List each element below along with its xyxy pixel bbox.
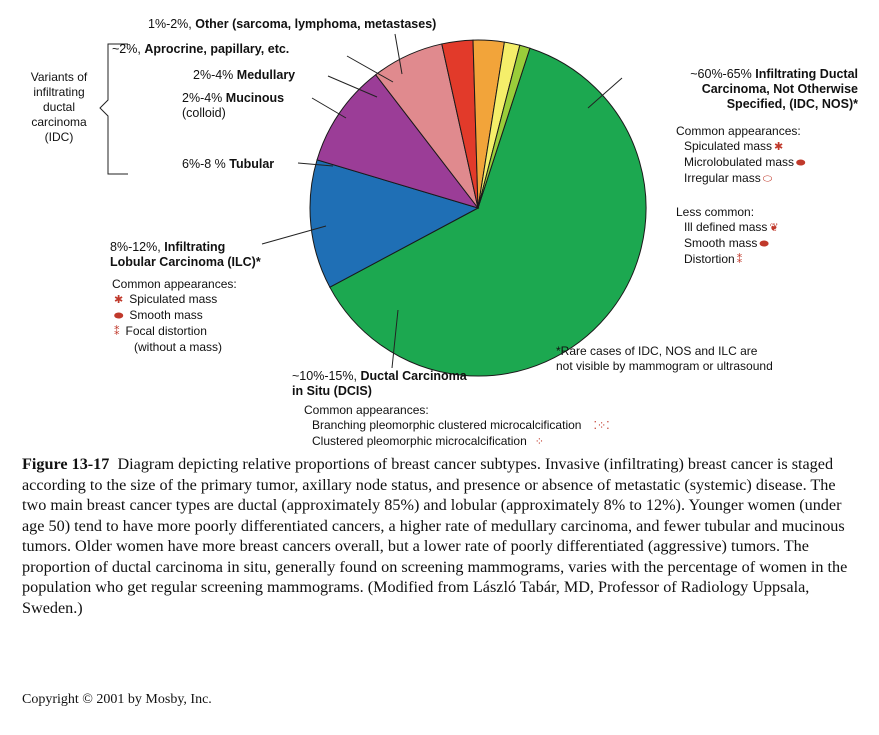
label-variants: Variants of infiltrating ductal carcinoma (IDC) (30, 70, 88, 144)
footnote: *Rare cases of IDC, NOS and ILC are not visible by mammogram or ultrasound (556, 344, 773, 373)
idc-common-appearances: Common appearances: Spiculated mass ✱ Microlobulated mass ⬬ Irregular mass ⬭ (676, 124, 806, 185)
focal-distortion-icon: ⁑ (114, 326, 120, 338)
ilc-common-appearances: Common appearances: ✱ Spiculated mass ⬬ Smooth mass ⁑ Focal distortion (without a mass) (112, 277, 237, 354)
distortion-icon: ⁑ (736, 254, 743, 266)
label-aprocrine: ~2%, Aprocrine, papillary, etc. (112, 42, 290, 56)
copyright: Copyright © 2001 by Mosby, Inc. (22, 692, 212, 707)
irregular-mass-icon: ⬭ (762, 173, 773, 185)
idc-less-common: Less common: Ill defined mass ❦ Smooth mass ⬬ Distortion ⁑ (676, 205, 779, 266)
smooth-mass-icon: ⬬ (114, 310, 124, 322)
label-mucinous: 2%-4% Mucinous (colloid) (182, 91, 285, 120)
microlobulated-mass-icon: ⬬ (796, 157, 806, 169)
dcis-common-appearances: Common appearances: Branching pleomorphic clustered microcalcification ⁚⁘⁚ Clustered pleomorphic microcalcification ⁘ (304, 403, 610, 448)
figure-caption: Figure 13-17 Diagram depicting relative proportions of breast cancer subtypes. Invasive (infiltrating) breast cancer is staged according to the size of the primary tumor, axillary node status, and presence or absence of metastatic (systemic) disease. The two main breast cancer types are ductal (approximately 85%) and lobular (approximately 8% to 12%). Younger women (under age 50) tend to have more poorly differentiated cancers, a higher rate of medullary carcinoma, and fewer tubular and mucinous tumors. Older women have more breast cancers overall, but a lower rate of poorly differentiated (aggressive) tumors. The proportion of ductal carcinoma in situ, generally found on screening mammograms, varies with the percentage of women in the population who get regular screening mammograms. (Modified from László Tabár, MD, Professor of Radiology Uppsala, Sweden.) (22, 455, 848, 617)
spiculated-mass-icon: ✱ (114, 294, 124, 306)
ill-defined-mass-icon: ❦ (769, 222, 779, 234)
spiculated-mass-icon: ✱ (774, 141, 784, 153)
label-other: 1%-2%, Other (sarcoma, lymphoma, metastases) (148, 17, 437, 31)
branching-microcalcification-icon: ⁚⁘⁚ (593, 420, 610, 432)
clustered-microcalcification-icon: ⁘ (534, 436, 544, 448)
label-tubular: 6%-8 % Tubular (182, 157, 275, 171)
leader-mucinous (312, 98, 346, 118)
label-ilc: 8%-12%, Infiltrating Lobular Carcinoma (ILC)* (110, 240, 261, 269)
label-idc: ~60%-65% Infiltrating Ductal Carcinoma, Not Otherwise Specified, (IDC, NOS)* (690, 67, 858, 111)
variants-bracket (100, 44, 128, 174)
label-medullary: 2%-4% Medullary (193, 68, 296, 82)
smooth-mass-icon: ⬬ (759, 238, 769, 250)
label-dcis: ~10%-15%, Ductal Carcinoma in Situ (DCIS) (292, 369, 467, 398)
